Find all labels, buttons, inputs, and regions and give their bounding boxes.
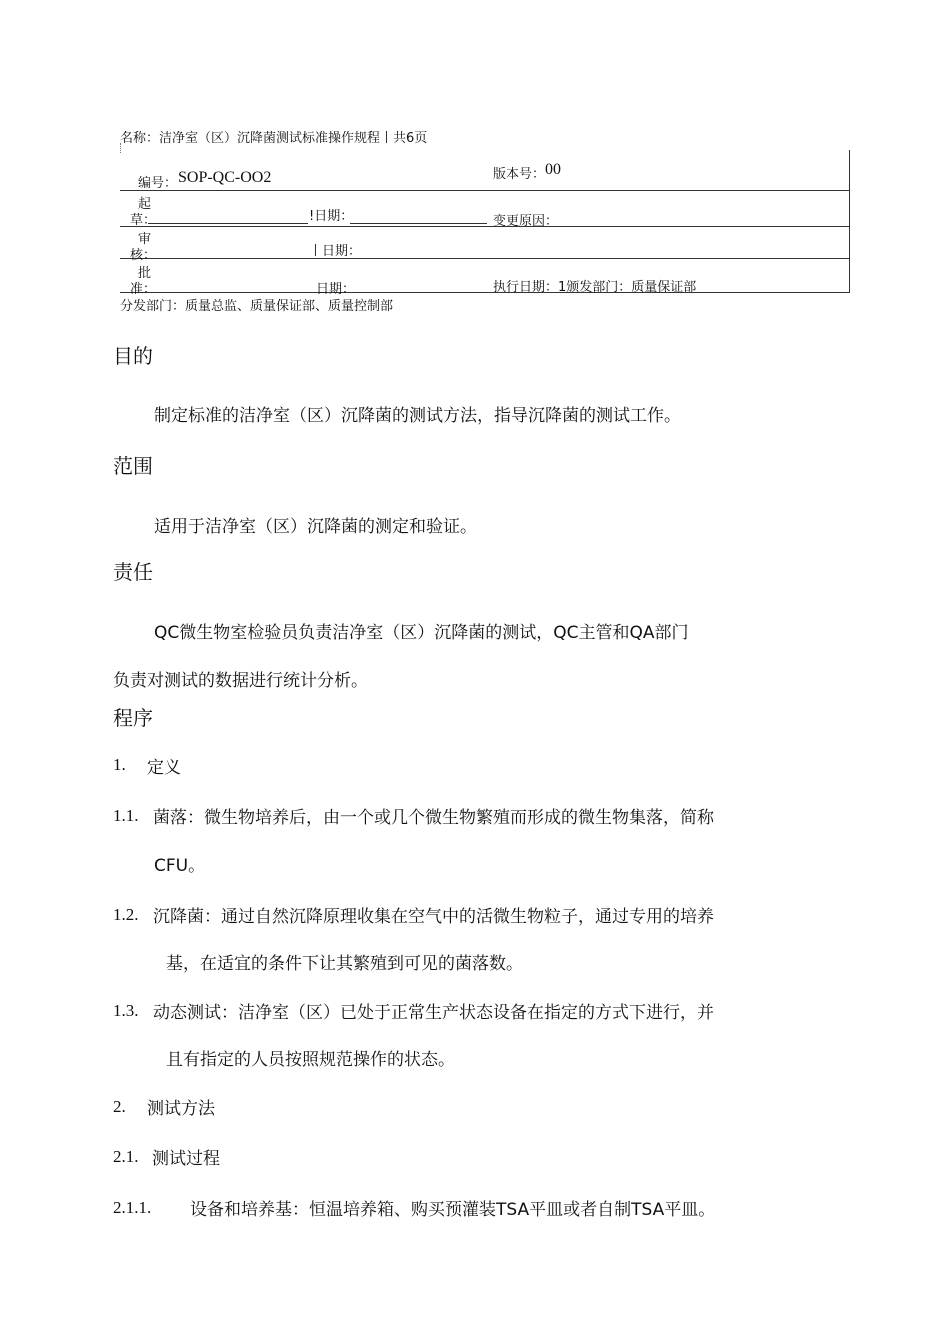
item-number: 2.1. — [113, 1147, 139, 1166]
procedure-heading: 程序 — [113, 706, 153, 730]
responsibility-heading: 责任 — [113, 560, 153, 584]
change-reason-label: 变更原因： — [493, 214, 559, 229]
item-text: 定义 — [147, 758, 181, 778]
review-label: 核： — [130, 248, 157, 263]
item-text: 测试过程 — [152, 1149, 220, 1169]
item-text: 基，在适宜的条件下让其繁殖到可见的菌落数。 — [166, 954, 523, 974]
version-label: 版本号： — [493, 167, 546, 182]
item-text: 且有指定的人员按照规范操作的状态。 — [166, 1050, 455, 1070]
approve-label: 准： — [130, 282, 157, 297]
distribution-line: 分发部门：质量总监、质量保证部、质量控制部 — [120, 299, 394, 314]
responsibility-text: 负责对测试的数据进行统计分析。 — [113, 671, 368, 691]
draft-label: 起 — [138, 197, 152, 212]
approve-label: 批 — [138, 266, 152, 281]
item-number: 1.3. — [113, 1001, 139, 1020]
item-text: 动态测试：洁净室（区）已处于正常生产状态设备在指定的方式下进行，并 — [153, 1003, 714, 1023]
item-number: 2.1.1. — [113, 1198, 152, 1217]
table-divider — [120, 258, 850, 259]
document-title-line: 名称：洁净室（区）沉降菌测试标准操作规程丨共6页 — [120, 131, 428, 146]
item-number: 2. — [113, 1097, 126, 1116]
approve-date-label: 日期： — [316, 282, 356, 297]
item-number: 1.2. — [113, 905, 139, 924]
item-number: 1. — [113, 755, 126, 774]
review-date-label: 丨日期： — [309, 244, 362, 259]
draft-date-label: !日期： — [309, 209, 354, 224]
item-text: CFU。 — [154, 856, 206, 876]
item-text: 设备和培养基：恒温培养箱、购买预灌装TSA平皿或者自制TSA平皿。 — [190, 1200, 716, 1220]
item-text: 沉降菌：通过自然沉降原理收集在空气中的活微生物粒子，通过专用的培养 — [153, 907, 714, 927]
scope-text: 适用于洁净室（区）沉降菌的测定和验证。 — [154, 517, 477, 537]
code-value: SOP-QC-OO2 — [178, 169, 272, 186]
review-label: 审 — [138, 232, 152, 247]
draft-date-underline — [350, 223, 487, 224]
responsibility-text: QC微生物室检验员负责洁净室（区）沉降菌的测试，QC主管和QA部门 — [154, 623, 689, 643]
item-number: 1.1. — [113, 806, 139, 825]
version-value: 00 — [545, 161, 561, 178]
item-text: 测试方法 — [147, 1099, 215, 1119]
table-divider — [120, 226, 850, 227]
purpose-text: 制定标准的洁净室（区）沉降菌的测试方法，指导沉降菌的测试工作。 — [154, 406, 681, 426]
draft-label: 草： — [130, 213, 157, 228]
draft-underline — [148, 223, 308, 224]
purpose-heading: 目的 — [113, 344, 153, 368]
code-label: 编号： — [138, 176, 178, 191]
table-divider — [120, 190, 850, 191]
table-corner-mark — [120, 143, 121, 153]
scope-heading: 范围 — [113, 454, 153, 478]
execution-date-line: 执行日期：1颁发部门：质量保证部 — [493, 280, 697, 295]
item-text: 菌落：微生物培养后，由一个或几个微生物繁殖而形成的微生物集落，简称 — [153, 808, 714, 828]
